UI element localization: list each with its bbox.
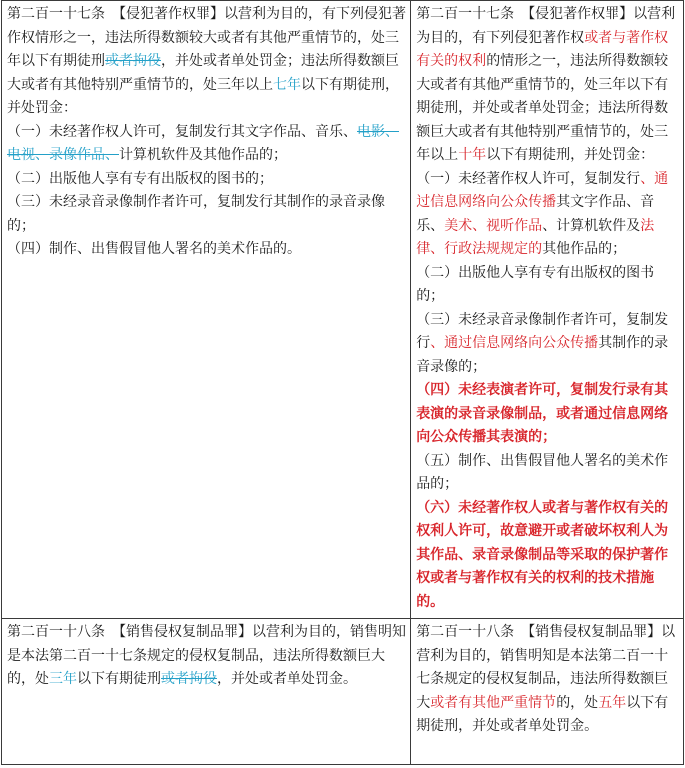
inserted-text: 或者与著作权有关的权利 — [416, 29, 669, 69]
text-segment: ，并处或者单处罚金；违法所得数额巨大或者有其他特别严重情节的，处三年以上 — [7, 53, 399, 93]
text-segment: 其文字作品、音乐、 — [416, 194, 655, 234]
clause-paragraph — [7, 168, 406, 192]
text-segment: 第二百一十七条 【侵犯著作权罪】以营利为目的，有下列侵犯著作权 — [416, 6, 676, 46]
inserted-text: （四）未经表演者许可，复制发行录有其表演的录音录像制品，或者通过信息网络向公众传播其表演的； — [416, 382, 669, 445]
changed-text: 七年 — [273, 76, 301, 93]
text-segment: 第二百一十八条 【销售侵权复制品罪】以营利为目的，销售明知是本法第二百一十七条规定的侵权复制品，违法所得数额巨大 — [416, 624, 676, 711]
clause-paragraph — [7, 238, 406, 262]
original-text-cell — [2, 1, 411, 619]
text-segment: 其制作的录音录像的； — [416, 335, 669, 375]
text-segment: 第二百一十八条 【销售侵权复制品罪】以营利为目的，销售明知是本法第二百一十七条规定的侵权复制品，违法所得数额巨大的，处 — [7, 624, 406, 687]
clause-paragraph — [416, 309, 679, 380]
amended-text-cell — [411, 1, 684, 619]
deleted-text: 或者拘役 — [105, 53, 161, 69]
original-text-cell — [2, 619, 411, 765]
clause-paragraph — [416, 450, 679, 497]
deleted-text: 或者拘役 — [161, 671, 217, 687]
text-segment: 、计算机软件及 — [542, 217, 641, 234]
text-segment: ，并处或者单处罚金。 — [217, 671, 357, 687]
clause-paragraph — [416, 3, 679, 168]
clause-paragraph — [7, 621, 406, 692]
inserted-text: 十年 — [458, 147, 487, 163]
table-row-article-218 — [2, 619, 684, 765]
text-segment: （三）未经录音录像制作者许可，复制发行 — [416, 311, 669, 351]
law-comparison-table — [1, 0, 684, 765]
text-segment: （三）未经录音录像制作者许可，复制发行其制作的录音录像的； — [7, 194, 385, 234]
text-segment: 第二百一十七条 【侵犯著作权罪】以营利为目的，有下列侵犯著作权情形之一，违法所得数额较大或者有其他严重情节的，处三年以下有期徒刑 — [7, 6, 406, 69]
clause-paragraph — [7, 191, 406, 238]
clause-paragraph — [416, 379, 679, 450]
changed-text: 三年 — [49, 671, 77, 687]
text-segment: （一）未经著作权人许可，复制发行其文字作品、音乐、 — [7, 123, 357, 140]
clause-paragraph — [416, 262, 679, 309]
text-segment: 计算机软件及其他作品的； — [119, 147, 287, 163]
text-segment: （二）出版他人享有专有出版权的图书的； — [416, 264, 655, 304]
table-row-article-217 — [2, 1, 684, 619]
text-segment: （二）出版他人享有专有出版权的图书的； — [7, 170, 273, 187]
clause-paragraph — [7, 3, 406, 121]
inserted-text: 美术、视听作品 — [444, 217, 543, 234]
inserted-text: （六）未经著作权人或者与著作权有关的权利人许可，故意避开或者破坏权利人为其作品、录音录像制品等采取的保护著作权或者与著作权有关的权利的技术措施的。 — [416, 499, 669, 610]
text-segment: （五）制作、出售假冒他人署名的美术作品的； — [416, 452, 669, 492]
text-segment: 其他作品的； — [542, 241, 627, 257]
text-segment: 以下有期徒刑，并处罚金： — [7, 76, 399, 116]
text-segment: 的情形之一，违法所得数额较大或者有其他严重情节的，处三年以下有期徒刑，并处或者单处罚金；违法所得数额巨大或者有其他特别严重情节的，处三年以上 — [416, 53, 669, 163]
clause-paragraph — [416, 621, 679, 739]
text-segment: 以下有期徒刑，并处罚金： — [486, 147, 655, 163]
inserted-text: 、通过信息网络向公众传播 — [430, 335, 599, 351]
inserted-text: 法律、行政法规规定的 — [416, 217, 655, 257]
text-segment: 以下有期徒刑 — [77, 671, 161, 687]
text-segment: 的，处 — [556, 694, 599, 711]
text-segment: （一）未经著作权人许可，复制发行 — [416, 170, 641, 187]
inserted-text: 、通过信息网络向公众传播 — [416, 170, 669, 210]
clause-paragraph — [7, 121, 406, 168]
clause-paragraph — [416, 168, 679, 262]
inserted-text: 五年 — [598, 694, 627, 711]
amended-text-cell — [411, 619, 684, 765]
inserted-text: 或者有其他严重情节 — [430, 694, 557, 711]
clause-paragraph — [416, 497, 679, 615]
text-segment: 以下有期徒刑，并处或者单处罚金。 — [416, 694, 669, 734]
deleted-text: 电影、电视、录像作品、 — [7, 123, 399, 163]
text-segment: （四）制作、出售假冒他人署名的美术作品的。 — [7, 241, 301, 257]
